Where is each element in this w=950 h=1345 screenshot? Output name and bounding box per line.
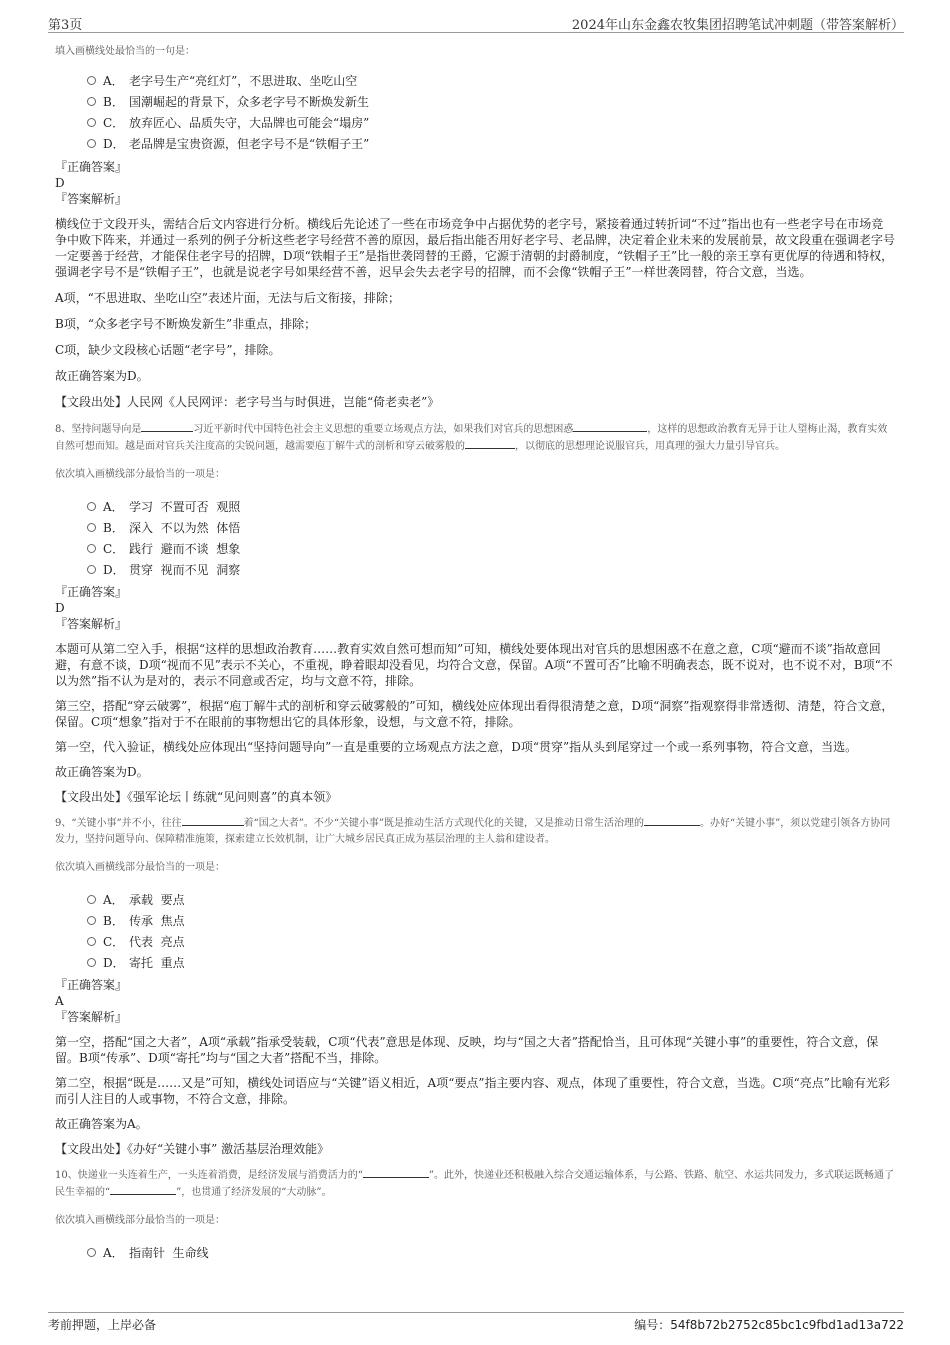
q8-option-d[interactable]: D． 贯穿 视而不见 洞察 bbox=[87, 559, 895, 580]
q7-answer: D bbox=[55, 176, 65, 190]
q9-answer: A bbox=[55, 994, 64, 1008]
q7-option-c[interactable]: C． 放弃匠心、品质失守，大品牌也可能会“塌房” bbox=[87, 112, 895, 133]
q7-analysis-label: 『答案解析』 bbox=[55, 192, 128, 206]
radio-icon[interactable] bbox=[87, 958, 96, 967]
q8-stem: 8、坚持问题导向是 习近平新时代中国特色社会主义思想的重要立场观点方法，如果我们对官兵的思想困惑 ，这样的思想政治教育无异于让人望梅止渴，教育实效自然可想而知。越是面对官兵关注度高的尖锐问题，越需要庖丁解牛式的剖析和穿云破雾般的 ，以彻底的思想理论说服官兵，用真理的强大力量引导官兵。 bbox=[55, 421, 895, 455]
document-code: 编号：54f8b72b2752c85bc1c9fbd1ad13a722 bbox=[634, 1318, 904, 1332]
radio-icon[interactable] bbox=[87, 544, 96, 553]
q9-prompt: 依次填入画横线部分最恰当的一项是： bbox=[55, 862, 225, 873]
page-footer bbox=[48, 1312, 904, 1337]
q8-option-b[interactable]: B． 深入 不以为然 体悟 bbox=[87, 517, 895, 538]
radio-icon[interactable] bbox=[87, 76, 96, 85]
q7-options bbox=[87, 70, 895, 154]
q9-source: 【文段出处】《办好“关键小事” 激活基层治理效能》 bbox=[55, 1142, 330, 1156]
radio-icon[interactable] bbox=[87, 97, 96, 106]
q7-option-a[interactable]: A． 老字号生产“亮红灯”，不思进取、坐吃山空 bbox=[87, 70, 895, 91]
q8-answer-label: 『正确答案』 bbox=[55, 585, 128, 599]
q8-analysis-paragraph: 第一空，代入验证，横线处应体现出“坚持问题导向”一直是重要的立场观点方法之意，D项“贯穿”指从头到尾穿过一个或一系列事物，符合文意，当选。 bbox=[55, 740, 858, 754]
q7-option-b[interactable]: B． 国潮崛起的背景下，众多老字号不断焕发新生 bbox=[87, 91, 895, 112]
document-title: 2024年山东金鑫农牧集团招聘笔试冲刺题（带答案解析） bbox=[571, 18, 904, 33]
radio-icon[interactable] bbox=[87, 118, 96, 127]
q7-analysis-paragraph: A项，“不思进取、坐吃山空”表述片面，无法与后文衔接，排除； bbox=[55, 291, 400, 305]
q10-options bbox=[87, 1242, 895, 1263]
q8-option-a[interactable]: A． 学习 不置可否 观照 bbox=[87, 496, 895, 517]
page-header bbox=[48, 12, 904, 33]
q9-answer-label: 『正确答案』 bbox=[55, 978, 128, 992]
blank-line bbox=[363, 1167, 429, 1178]
blank-line bbox=[573, 421, 647, 432]
q8-options bbox=[87, 496, 895, 580]
q9-analysis-conclusion: 故正确答案为A。 bbox=[55, 1117, 148, 1131]
q9-option-d[interactable]: D． 寄托 重点 bbox=[87, 952, 895, 973]
q7-analysis-paragraph: C项，缺少文段核心话题“老字号”，排除。 bbox=[55, 343, 281, 357]
q9-option-b[interactable]: B． 传承 焦点 bbox=[87, 910, 895, 931]
q9-analysis-label: 『答案解析』 bbox=[55, 1010, 128, 1024]
radio-icon[interactable] bbox=[87, 139, 96, 148]
q9-stem: 9、“关键小事”并不小，往往 着“国之大者”。不少“关键小事”既是推动生活方式现代化的关键，又是推动日常生活治理的 。办好“关键小事”，须以党建引领各方协同发力，坚持问题导向、保障精准施策，探索建立长效机制，让广大城乡居民真正成为基层治理的主人翁和建设者。 bbox=[55, 815, 895, 848]
radio-icon[interactable] bbox=[87, 1248, 96, 1257]
q9-analysis-paragraph: 第二空，根据“既是……又是”可知，横线处词语应与“关键”语义相近，A项“要点”指主要内容、观点，体现了重要性，符合文意，当选。C项“亮点”比喻有光彩而引人注目的人或事物，不符合文意，排除。 bbox=[55, 1076, 890, 1106]
radio-icon[interactable] bbox=[87, 916, 96, 925]
page-number: 第3页 bbox=[48, 18, 83, 33]
q8-analysis-paragraph: 本题可从第二空入手，根据“这样的思想政治教育……教育实效自然可想而知”可知，横线处要体现出对官兵的思想困惑不在意之意，C项“避而不谈”指故意回避，有意不谈，D项“视而不见”表示不关心，不重视，睁着眼却没看见，均符合文意，保留。A项“不置可否”比喻不明确表态，既不说对，也不说不对，B项“不以为然”指不认为是对的，表示不同意或否定，均与文意不符，排除。 bbox=[55, 642, 893, 688]
blank-line bbox=[182, 815, 244, 826]
q8-option-c[interactable]: C． 践行 避而不谈 想象 bbox=[87, 538, 895, 559]
q9-option-a[interactable]: A． 承载 要点 bbox=[87, 889, 895, 910]
q7-source: 【文段出处】人民网《人民网评：老字号当与时俱进，岂能“倚老卖老”》 bbox=[55, 395, 440, 409]
q7-answer-label: 『正确答案』 bbox=[55, 160, 128, 174]
q7-option-d[interactable]: D． 老品牌是宝贵资源，但老字号不是“铁帽子王” bbox=[87, 133, 895, 154]
radio-icon[interactable] bbox=[87, 565, 96, 574]
q10-prompt: 依次填入画横线部分最恰当的一项是： bbox=[55, 1215, 225, 1226]
q9-analysis-paragraph: 第一空，搭配“国之大者”，A项“承载”指承受装载，C项“代表”意思是体现、反映，均与“国之大者”搭配恰当，且可体现“关键小事”的重要性，符合文意，保留。B项“传承”、D项“寄托”均与“国之大者”搭配不当，排除。 bbox=[55, 1035, 879, 1065]
radio-icon[interactable] bbox=[87, 502, 96, 511]
q7-analysis-conclusion: 故正确答案为D。 bbox=[55, 369, 149, 383]
footer-slogan: 考前押题，上岸必备 bbox=[48, 1318, 157, 1332]
q10-option-a[interactable]: A． 指南针 生命线 bbox=[87, 1242, 895, 1263]
q9-options bbox=[87, 889, 895, 973]
radio-icon[interactable] bbox=[87, 523, 96, 532]
q8-source: 【文段出处】《强军论坛丨练就“见问则喜”的真本领》 bbox=[55, 790, 338, 804]
q8-answer: D bbox=[55, 601, 65, 615]
blank-line bbox=[110, 1184, 176, 1195]
q7-analysis-paragraph: 横线位于文段开头，需结合后文内容进行分析。横线后先论述了一些在市场竞争中占据优势的老字号，紧接着通过转折词“不过”指出也有一些老字号在市场竞争中败下阵来，并通过一系列的例子分析这些老字号经营不善的原因，最后指出能否用好老字号、老品牌，决定着企业未来的发展前景，故文段重在强调老字号一定要善于经营，才能保住老字号的招牌，D项“铁帽子王”是指世袭罔替的王爵，它源于清朝的封爵制度，“铁帽子王”比一般的亲王享有更优厚的待遇和特权，强调老字号不是“铁帽子王”，也就是说老字号如果经营不善，迟早会失去老字号的招牌，而不会像“铁帽子王”一样世袭罔替，符合文意，当选。 bbox=[55, 217, 896, 279]
radio-icon[interactable] bbox=[87, 895, 96, 904]
q8-analysis-conclusion: 故正确答案为D。 bbox=[55, 765, 149, 779]
q10-stem: 10、快递业一头连着生产，一头连着消费，是经济发展与消费活力的“ ”。此外，快递业还积极融入综合交通运输体系，与公路、铁路、航空、水运共同发力，多式联运既畅通了民生幸福的“ ”，也贯通了经济发展的“大动脉”。 bbox=[55, 1167, 895, 1201]
q8-prompt: 依次填入画横线部分最恰当的一项是： bbox=[55, 469, 225, 480]
q8-analysis-label: 『答案解析』 bbox=[55, 617, 128, 631]
radio-icon[interactable] bbox=[87, 937, 96, 946]
blank-line bbox=[465, 438, 515, 449]
document-body bbox=[55, 44, 895, 1263]
q7-analysis-paragraph: B项，“众多老字号不断焕发新生”非重点，排除； bbox=[55, 317, 317, 331]
blank-line bbox=[141, 421, 193, 432]
q9-option-c[interactable]: C． 代表 亮点 bbox=[87, 931, 895, 952]
blank-line bbox=[644, 815, 700, 826]
q8-analysis-paragraph: 第三空，搭配“穿云破雾”，根据“庖丁解牛式的剖析和穿云破雾般的”可知，横线处应体现出看得很清楚之意，D项“洞察”指观察得非常透彻、清楚，符合文意，保留。C项“想象”指对于不在眼前的事物想出它的具体形象，设想，与文意不符，排除。 bbox=[55, 699, 894, 729]
q7-prompt: 填入画横线处最恰当的一句是： bbox=[55, 46, 195, 57]
